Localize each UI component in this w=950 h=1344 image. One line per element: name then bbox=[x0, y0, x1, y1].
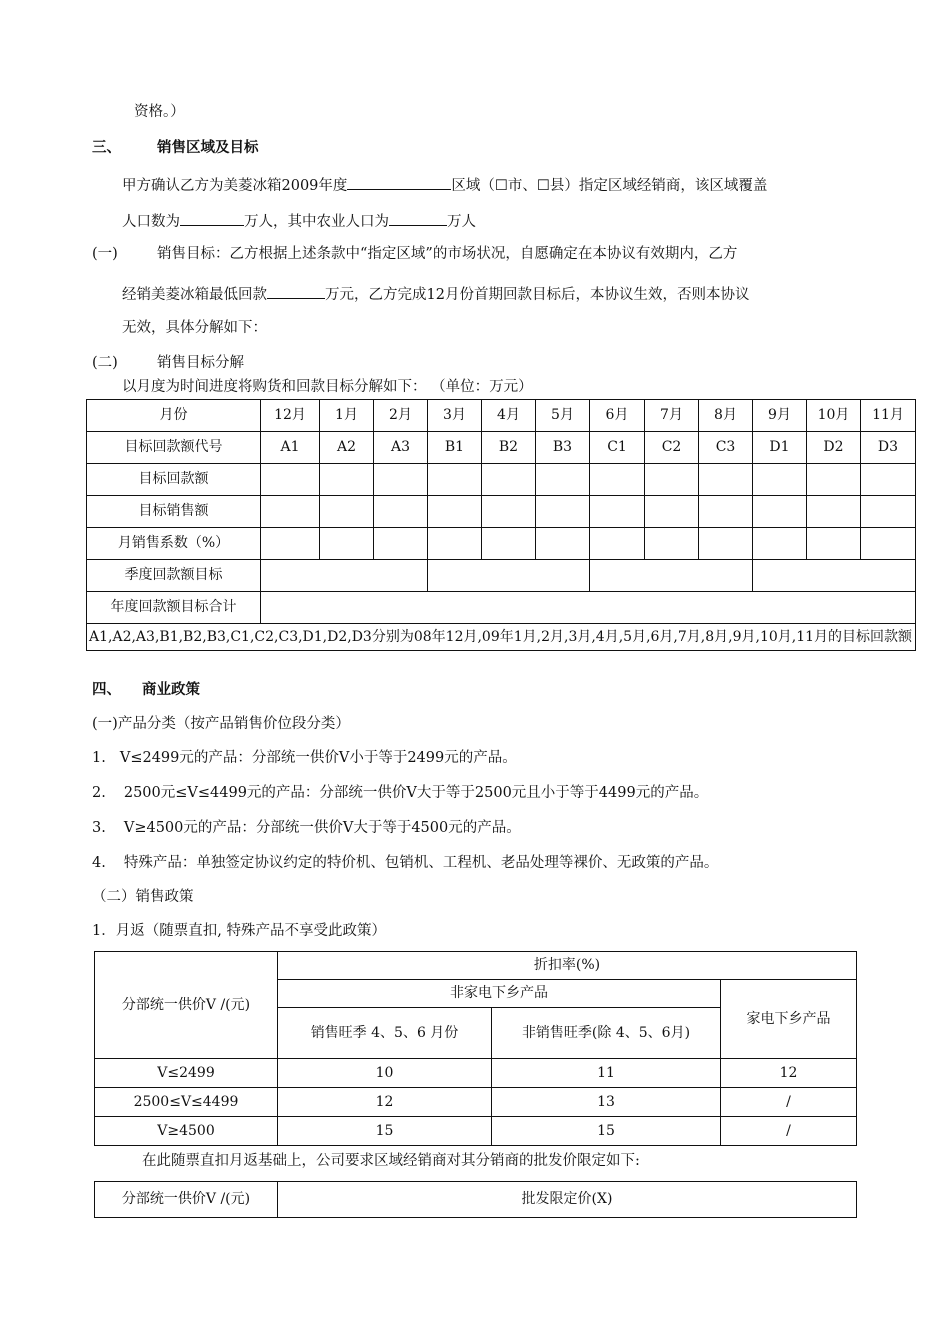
target-payment-label: 目标回款额 bbox=[87, 464, 261, 496]
input-cell[interactable] bbox=[699, 496, 753, 528]
min-payment-text-b: 万元，乙方完成12月份首期回款目标后，本协议生效，否则本协议 bbox=[325, 287, 750, 303]
breakdown-intro: 以月度为时间进度将购货和回款目标分解如下： （单位：万元） bbox=[122, 379, 533, 395]
section3-number: 三、 bbox=[92, 139, 121, 156]
input-cell[interactable] bbox=[428, 496, 482, 528]
rural-header: 家电下乡产品 bbox=[721, 980, 857, 1059]
input-cell[interactable] bbox=[807, 464, 861, 496]
population-text-a: 人口数为 bbox=[122, 214, 180, 230]
price-range: V≥4500 bbox=[95, 1117, 278, 1146]
code-cell: D1 bbox=[753, 432, 807, 464]
month-cell: 3月 bbox=[428, 400, 482, 432]
target-payment-row bbox=[87, 464, 916, 496]
region-text-d: 县）指定区域经销商，该区域覆盖 bbox=[549, 178, 768, 194]
rural-population-blank[interactable] bbox=[389, 209, 447, 226]
quarterly-target-label: 季度回款额目标 bbox=[87, 560, 261, 592]
month-cell: 4月 bbox=[482, 400, 536, 432]
code-cell: C1 bbox=[590, 432, 645, 464]
annual-target-row bbox=[87, 592, 916, 624]
sales-target-line1: 销售目标：乙方根据上述条款中“指定区域”的市场状况，自愿确定在本协议有效期内，乙方 bbox=[157, 246, 738, 262]
input-cell[interactable] bbox=[699, 464, 753, 496]
input-cell[interactable] bbox=[590, 496, 645, 528]
county-checkbox-icon[interactable]: ☐ bbox=[536, 178, 550, 194]
item-text: V≤2499元的产品：分部统一供价V小于等于2499元的产品。 bbox=[119, 750, 517, 766]
monthly-rebate-title: 1．月返（随票直扣, 特殊产品不享受此政策） bbox=[92, 923, 386, 939]
input-cell[interactable] bbox=[482, 464, 536, 496]
rate-cell: 10 bbox=[278, 1059, 492, 1088]
input-cell[interactable] bbox=[428, 528, 482, 560]
list-item bbox=[92, 748, 517, 768]
population-text-c: 万人 bbox=[447, 214, 476, 230]
rate-cell: / bbox=[721, 1088, 857, 1117]
input-cell[interactable] bbox=[590, 528, 645, 560]
input-cell[interactable] bbox=[482, 528, 536, 560]
code-cell: B1 bbox=[428, 432, 482, 464]
rate-cell: 12 bbox=[721, 1059, 857, 1088]
month-cell: 5月 bbox=[536, 400, 590, 432]
codes-note-row bbox=[87, 624, 916, 651]
codes-note: A1,A2,A3,B1,B2,B3,C1,C2,C3,D1,D2,D3分别为08年12月,09年1月,2月,3月,4月,5月,6月,7月,8月,9月,10月,11月的目标回款额 bbox=[87, 624, 916, 651]
annual-input-cell[interactable] bbox=[261, 592, 916, 624]
peak-season-header: 销售旺季 4、5、6 月份 bbox=[278, 1008, 492, 1059]
month-cell: 1月 bbox=[320, 400, 374, 432]
item-text: V≥4500元的产品：分部统一供价V大于等于4500元的产品。 bbox=[123, 820, 521, 836]
region-text-c: 市、 bbox=[507, 178, 537, 194]
region-paragraph-line1 bbox=[122, 173, 767, 196]
region-paragraph-line2 bbox=[122, 209, 476, 232]
city-checkbox-icon[interactable]: ☐ bbox=[494, 178, 508, 194]
month-cell: 7月 bbox=[645, 400, 699, 432]
rate-header: 折扣率(%) bbox=[278, 952, 857, 980]
input-cell[interactable] bbox=[536, 496, 590, 528]
section3-title: 销售区域及目标 bbox=[157, 139, 259, 156]
month-cell: 12月 bbox=[261, 400, 320, 432]
rate-cell: 15 bbox=[492, 1117, 721, 1146]
month-cell: 8月 bbox=[699, 400, 753, 432]
input-cell[interactable] bbox=[374, 496, 428, 528]
code-cell: A1 bbox=[261, 432, 320, 464]
code-cell: D3 bbox=[861, 432, 916, 464]
quarter-input-cell[interactable] bbox=[753, 560, 916, 592]
codes-row bbox=[87, 432, 916, 464]
section4-number: 四、 bbox=[92, 681, 121, 698]
month-cell: 2月 bbox=[374, 400, 428, 432]
sales-policy-title: （二）销售政策 bbox=[92, 889, 194, 905]
input-cell[interactable] bbox=[861, 496, 916, 528]
min-payment-blank[interactable] bbox=[267, 282, 325, 299]
wholesale-limit-header: 批发限定价(X) bbox=[278, 1182, 857, 1218]
item-text: 特殊产品：单独签定协议约定的特价机、包销机、工程机、老品处理等裸价、无政策的产品。 bbox=[123, 855, 719, 871]
population-blank[interactable] bbox=[180, 209, 244, 226]
code-cell: B2 bbox=[482, 432, 536, 464]
wholesale-header-row bbox=[95, 1182, 857, 1218]
month-cell: 9月 bbox=[753, 400, 807, 432]
quarter-input-cell[interactable] bbox=[428, 560, 590, 592]
input-cell[interactable] bbox=[807, 528, 861, 560]
wholesale-price-header: 分部统一供价V /(元) bbox=[95, 1182, 278, 1218]
price-range: V≤2499 bbox=[95, 1059, 278, 1088]
input-cell[interactable] bbox=[261, 528, 320, 560]
input-cell[interactable] bbox=[699, 528, 753, 560]
input-cell[interactable] bbox=[861, 528, 916, 560]
input-cell[interactable] bbox=[861, 464, 916, 496]
quarterly-target-row bbox=[87, 560, 916, 592]
product-classification-title: (一)产品分类（按产品销售价位段分类） bbox=[92, 716, 350, 732]
input-cell[interactable] bbox=[320, 496, 374, 528]
input-cell[interactable] bbox=[320, 528, 374, 560]
input-cell[interactable] bbox=[645, 464, 699, 496]
rate-cell: 13 bbox=[492, 1088, 721, 1117]
min-payment-text-a: 经销美菱冰箱最低回款 bbox=[122, 287, 267, 303]
input-cell[interactable] bbox=[320, 464, 374, 496]
quarter-input-cell[interactable] bbox=[261, 560, 428, 592]
input-cell[interactable] bbox=[261, 496, 320, 528]
code-cell: A3 bbox=[374, 432, 428, 464]
rebate-table bbox=[94, 951, 857, 1146]
codes-header: 目标回款额代号 bbox=[87, 432, 261, 464]
input-cell[interactable] bbox=[590, 464, 645, 496]
input-cell[interactable] bbox=[536, 464, 590, 496]
month-cell: 10月 bbox=[807, 400, 861, 432]
off-peak-header: 非销售旺季(除 4、5、6月) bbox=[492, 1008, 721, 1059]
code-cell: C3 bbox=[699, 432, 753, 464]
input-cell[interactable] bbox=[374, 464, 428, 496]
month-cell: 6月 bbox=[590, 400, 645, 432]
price-range: 2500≤V≤4499 bbox=[95, 1088, 278, 1117]
rate-cell: 11 bbox=[492, 1059, 721, 1088]
wholesale-intro: 在此随票直扣月返基础上，公司要求区域经销商对其分销商的批发价限定如下: bbox=[142, 1153, 640, 1169]
input-cell[interactable] bbox=[807, 496, 861, 528]
table-row bbox=[95, 1059, 857, 1088]
input-cell[interactable] bbox=[428, 464, 482, 496]
sub1-number: (一) bbox=[92, 246, 118, 262]
months-header: 月份 bbox=[87, 400, 261, 432]
list-item bbox=[92, 818, 521, 838]
region-blank[interactable] bbox=[347, 173, 451, 190]
sales-target-line3: 无效，具体分解如下： bbox=[122, 320, 267, 336]
region-text-b: 区域（ bbox=[451, 178, 495, 194]
table-row bbox=[95, 1117, 857, 1146]
input-cell[interactable] bbox=[753, 528, 807, 560]
input-cell[interactable] bbox=[753, 496, 807, 528]
list-item bbox=[92, 853, 718, 873]
list-item bbox=[92, 783, 708, 803]
item-number: 2. bbox=[92, 785, 106, 801]
sub2-number: (二) bbox=[92, 355, 118, 371]
intro-line: 资格。） bbox=[134, 104, 185, 120]
target-sales-label: 目标销售额 bbox=[87, 496, 261, 528]
monthly-coefficient-row bbox=[87, 528, 916, 560]
non-rural-header: 非家电下乡产品 bbox=[278, 980, 721, 1008]
code-cell: A2 bbox=[320, 432, 374, 464]
section4-title: 商业政策 bbox=[142, 681, 200, 698]
month-cell: 11月 bbox=[861, 400, 916, 432]
target-sales-row bbox=[87, 496, 916, 528]
annual-target-label: 年度回款额目标合计 bbox=[87, 592, 261, 624]
code-cell: D2 bbox=[807, 432, 861, 464]
item-text: 2500元≤V≤4499元的产品：分部统一供价V大于等于2500元且小于等于4499元的产品。 bbox=[123, 785, 709, 801]
item-number: 4. bbox=[92, 855, 106, 871]
item-number: 3. bbox=[92, 820, 106, 836]
region-text-a: 甲方确认乙方为美菱冰箱2009年度 bbox=[122, 178, 348, 194]
wholesale-table bbox=[94, 1181, 857, 1218]
target-breakdown-table bbox=[86, 399, 916, 651]
rate-cell: 15 bbox=[278, 1117, 492, 1146]
months-row bbox=[87, 400, 916, 432]
input-cell[interactable] bbox=[261, 464, 320, 496]
rate-cell: / bbox=[721, 1117, 857, 1146]
sales-target-line2 bbox=[122, 282, 749, 305]
table-row bbox=[95, 1088, 857, 1117]
code-cell: B3 bbox=[536, 432, 590, 464]
input-cell[interactable] bbox=[374, 528, 428, 560]
price-header: 分部统一供价V /(元) bbox=[95, 952, 278, 1059]
population-text-b: 万人，其中农业人口为 bbox=[244, 214, 389, 230]
sub2-title: 销售目标分解 bbox=[157, 355, 244, 371]
code-cell: C2 bbox=[645, 432, 699, 464]
input-cell[interactable] bbox=[645, 496, 699, 528]
quarter-input-cell[interactable] bbox=[590, 560, 753, 592]
input-cell[interactable] bbox=[753, 464, 807, 496]
rebate-header-row1 bbox=[95, 952, 857, 980]
rate-cell: 12 bbox=[278, 1088, 492, 1117]
monthly-coefficient-label: 月销售系数（%） bbox=[87, 528, 261, 560]
item-number: 1. bbox=[92, 750, 106, 766]
input-cell[interactable] bbox=[536, 528, 590, 560]
input-cell[interactable] bbox=[645, 528, 699, 560]
input-cell[interactable] bbox=[482, 496, 536, 528]
